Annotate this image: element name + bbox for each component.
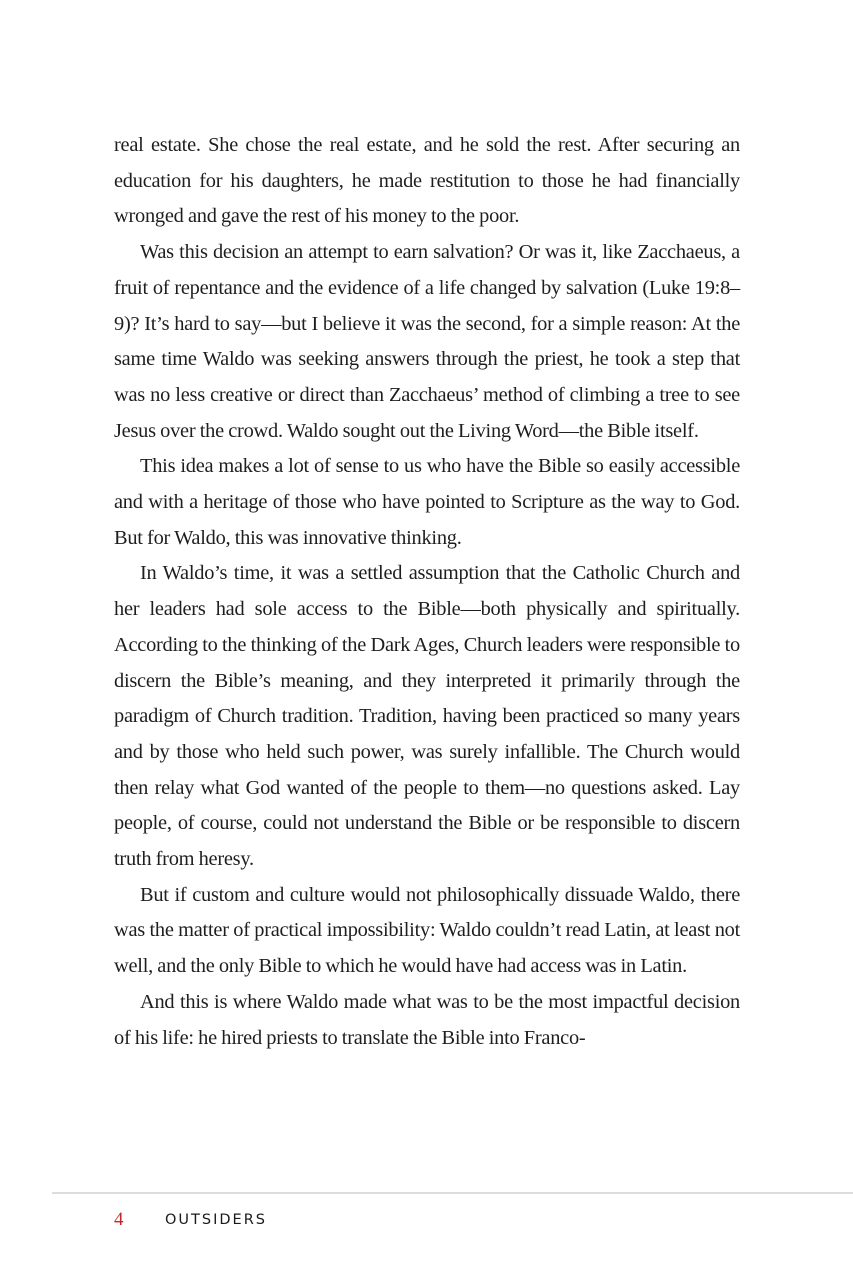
body-text (114, 128, 740, 1056)
footer-divider (52, 1192, 853, 1194)
paragraph: This idea makes a lot of sense to us who have the Bible so easily accessible and with a heritage of those who have pointed to Scripture as the way to God. But for Waldo, this was innovative thinking. (114, 455, 740, 549)
paragraph: And this is where Waldo made what was to be the most impactful decision of his life: he hired priests to translate the Bible into Franco- (114, 990, 740, 1049)
running-head: OUTSIDERS (165, 1212, 267, 1228)
paragraph: But if custom and culture would not philosophically dissuade Waldo, there was the matter of practical impossibility: Waldo couldn’t read Latin, at least not well, and the only Bible to which he would have had access was in Latin. (114, 883, 740, 978)
page-number: 4 (114, 1209, 124, 1230)
paragraph: Was this decision an attempt to earn salvation? Or was it, like Zacchaeus, a fruit of repentance and the evidence of a life changed by salvation (Luke 19:8–9)? It’s hard to say—but I believe it was the second, for a simple reason: At the same time Waldo was seeking answers through the priest, he took a step that was no less creative or direct than Zacchaeus’ method of climbing a tree to see Jesus over the crowd. Waldo sought out the Living Word—the Bible itself. (114, 241, 740, 442)
paragraph: real estate. She chose the real estate, and he sold the rest. After securing an education for his daughters, he made restitution to those he had financially wronged and gave the rest of his money to the poor. (114, 134, 740, 228)
page-footer (114, 1208, 267, 1232)
paragraph: In Waldo’s time, it was a settled assumption that the Catholic Church and her leaders had sole access to the Bible—both physically and spiritually. According to the thinking of the Dark Ages, Church leaders were responsible to discern the Bible’s meaning, and they interpreted it primarily through the paradigm of Church tradition. Tradition, having been practiced so many years and by those who held such power, was surely infallible. The Church would then relay what God wanted of the people to them—no questions asked. Lay people, of course, could not understand the Bible or be responsible to discern truth from heresy. (114, 562, 740, 871)
